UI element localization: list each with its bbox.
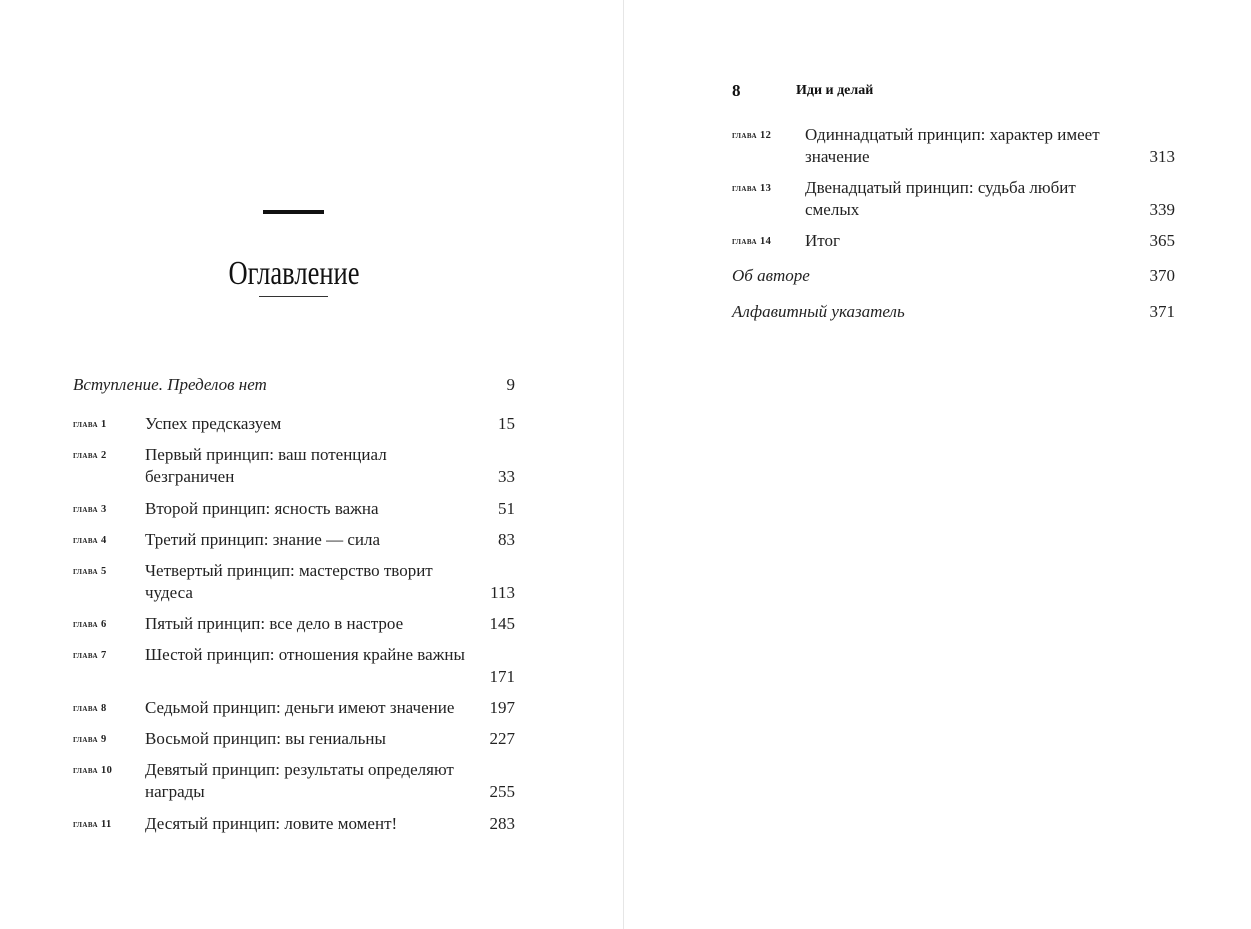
toc-entry-page: 371 <box>1149 302 1175 321</box>
page-number: 8 <box>732 81 741 100</box>
chapter-label: глава 12 <box>732 130 772 141</box>
chapter-title: Одиннадцатый принцип: характер имеет значение <box>805 125 1100 166</box>
running-title: Иди и делай <box>796 83 874 98</box>
chapter-label: глава 8 <box>73 703 107 714</box>
chapter-label: глава 2 <box>73 450 107 461</box>
toc-entry-title: Вступление. Пределов нет <box>73 375 267 394</box>
toc-entry-page: 370 <box>1149 266 1175 285</box>
chapter-title: Третий принцип: знание — сила <box>145 530 380 549</box>
chapter-label: глава 11 <box>73 819 112 830</box>
page-title: Оглавление <box>228 255 360 292</box>
chapter-title: Второй принцип: ясность важна <box>145 499 379 518</box>
chapter-label: глава 1 <box>73 419 107 430</box>
decorative-bar <box>263 210 324 214</box>
chapter-label: глава 4 <box>73 535 107 546</box>
chapter-page: 227 <box>489 729 515 748</box>
chapter-page: 15 <box>498 414 515 433</box>
chapter-title: Десятый принцип: ловите момент! <box>145 814 398 833</box>
chapter-label: глава 14 <box>732 236 772 247</box>
chapter-title: Шестой принцип: отношения крайне важны <box>145 645 465 664</box>
chapter-title: Двенадцатый принцип: судьба любит смелых <box>805 178 1076 219</box>
chapter-page: 145 <box>489 614 515 633</box>
left-page <box>0 0 623 929</box>
chapter-label: глава 13 <box>732 183 772 194</box>
chapter-title: Девятый принцип: результаты определяют награды <box>145 760 454 801</box>
chapter-page: 365 <box>1149 231 1175 250</box>
chapter-page: 51 <box>498 499 515 518</box>
chapter-label: глава 10 <box>73 765 113 776</box>
chapter-label: глава 5 <box>73 566 107 577</box>
chapter-title: Успех предсказуем <box>145 414 282 433</box>
chapter-title: Четвертый принцип: мастерство творит чудеса <box>145 561 433 602</box>
chapter-page: 283 <box>489 814 515 833</box>
title-underline <box>259 296 328 297</box>
chapter-page: 255 <box>489 782 515 801</box>
chapter-title: Седьмой принцип: деньги имеют значение <box>145 698 455 717</box>
chapter-label: глава 9 <box>73 734 107 745</box>
chapter-page: 313 <box>1149 147 1175 166</box>
chapter-page: 197 <box>489 698 515 717</box>
chapter-page: 339 <box>1149 200 1175 219</box>
toc-entry-title: Алфавитный указатель <box>732 302 905 321</box>
toc-entry-page: 9 <box>506 375 515 394</box>
chapter-label: глава 7 <box>73 650 107 661</box>
chapter-title: Пятый принцип: все дело в настрое <box>145 614 404 633</box>
book-spine-divider <box>623 0 624 929</box>
chapter-title: Восьмой принцип: вы гениальны <box>145 729 386 748</box>
chapter-page: 83 <box>498 530 515 549</box>
chapter-label: глава 6 <box>73 619 107 630</box>
chapter-label: глава 3 <box>73 504 107 515</box>
chapter-title: Итог <box>805 231 840 250</box>
chapter-page: 113 <box>490 583 515 602</box>
chapter-page: 171 <box>489 667 515 686</box>
toc-entry-title: Об авторе <box>732 266 810 285</box>
chapter-page: 33 <box>498 467 515 486</box>
chapter-title: Первый принцип: ваш потенциал безграничен <box>145 445 387 486</box>
